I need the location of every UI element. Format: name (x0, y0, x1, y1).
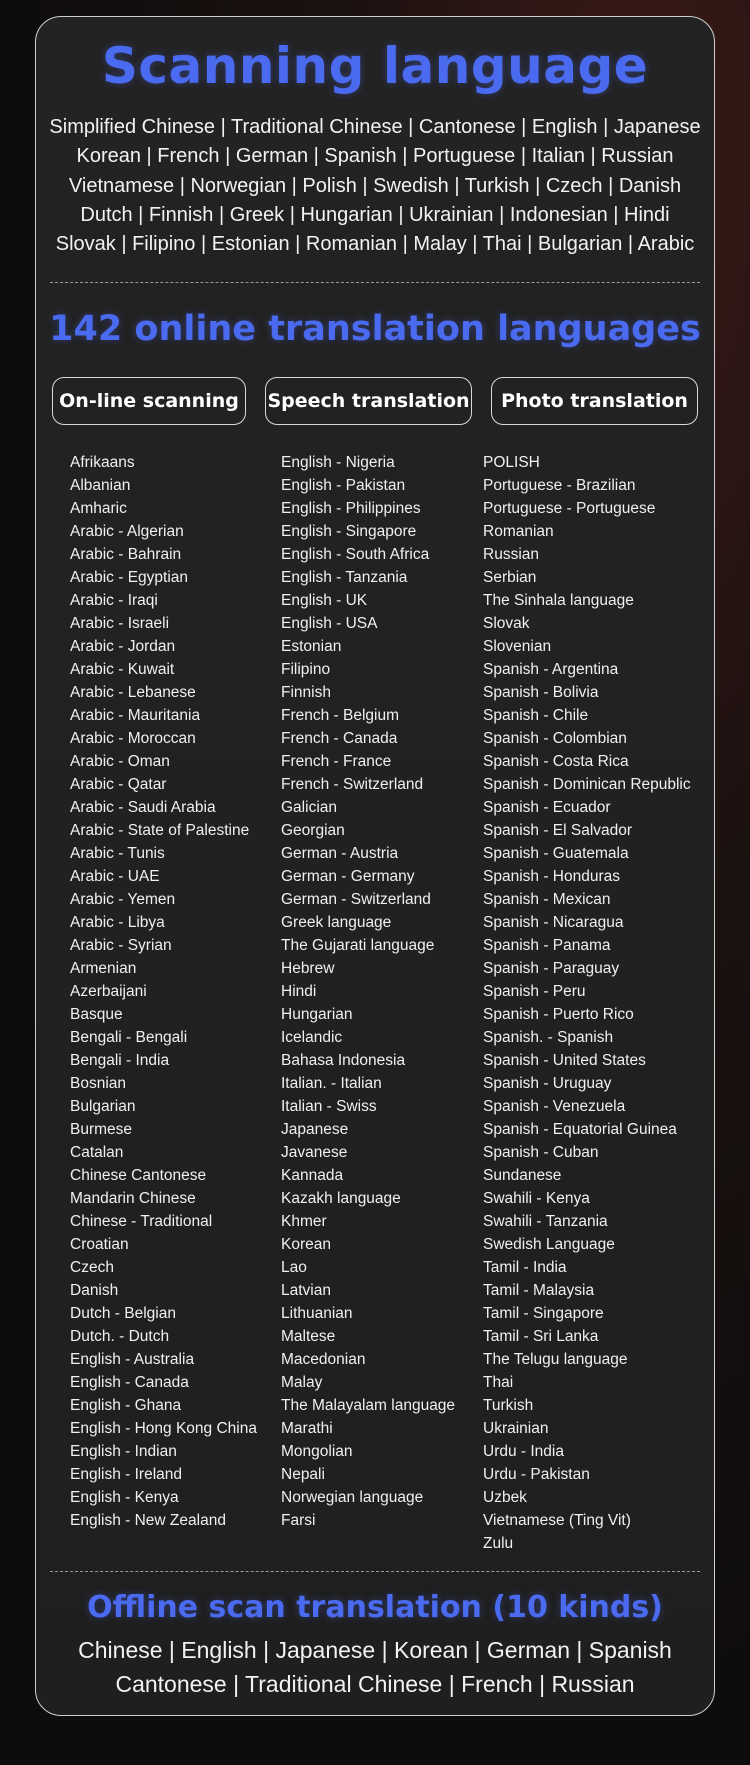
dashed-divider (50, 282, 700, 283)
language-item: Nepali (281, 1466, 325, 1483)
language-item: Hindi (281, 983, 317, 1000)
language-item: Farsi (281, 1512, 316, 1529)
language-item: Galician (281, 799, 337, 816)
language-item: Arabic - Mauritania (70, 707, 201, 724)
language-item: Maltese (281, 1328, 336, 1345)
language-item: The Malayalam language (281, 1397, 456, 1414)
language-item: English - Tanzania (281, 569, 408, 586)
language-item: Spanish - El Salvador (483, 822, 633, 839)
language-item: Tamil - India (483, 1259, 567, 1276)
language-item: Catalan (70, 1144, 124, 1161)
offline-language-line: Cantonese | Traditional Chinese | French | Russian (115, 1671, 635, 1697)
language-item: Arabic - Jordan (70, 638, 176, 655)
language-item: The Gujarati language (281, 937, 435, 954)
language-item: Greek language (281, 914, 392, 931)
language-item: Arabic - Egyptian (70, 569, 189, 586)
language-item: Portuguese - Brazilian (483, 477, 636, 494)
language-item: Basque (70, 1006, 123, 1023)
language-item: Spanish - Nicaragua (483, 914, 624, 931)
language-item: Arabic - Qatar (70, 776, 167, 793)
language-item: Spanish - Cuban (483, 1144, 599, 1161)
language-item: Arabic - Oman (70, 753, 170, 770)
language-item: Spanish - Colombian (483, 730, 627, 747)
language-item: Zulu (483, 1535, 514, 1552)
language-item: Spanish - United States (483, 1052, 646, 1069)
language-item: Bengali - Bengali (70, 1029, 188, 1046)
language-item: Arabic - Syrian (70, 937, 172, 954)
language-item: Spanish. - Spanish (483, 1029, 614, 1046)
language-item: Bahasa Indonesia (281, 1052, 406, 1069)
language-item: Azerbaijani (70, 983, 147, 1000)
language-item: English - Singapore (281, 523, 417, 540)
language-item: Russian (483, 546, 539, 563)
scanning-language-list (36, 113, 714, 259)
language-item: Urdu - Pakistan (483, 1466, 590, 1483)
language-item: Arabic - UAE (70, 868, 160, 885)
language-item: The Sinhala language (483, 592, 634, 609)
language-item: Spanish - Argentina (483, 661, 619, 678)
language-item: Spanish - Paraguay (483, 960, 620, 977)
language-item: Spanish - Venezuela (483, 1098, 626, 1115)
language-item: Swahili - Tanzania (483, 1213, 608, 1230)
offline-language-list (36, 1633, 714, 1701)
offline-language-line: Chinese | English | Japanese | Korean | German | Spanish (78, 1637, 672, 1663)
language-item: Spanish - Dominican Republic (483, 776, 691, 793)
language-item: Arabic - Algerian (70, 523, 184, 540)
language-item: Spanish - Bolivia (483, 684, 599, 701)
language-item: German - Switzerland (281, 891, 431, 908)
language-item: English - Canada (70, 1374, 189, 1391)
language-item: Tamil - Singapore (483, 1305, 604, 1322)
language-item: Amharic (70, 500, 127, 517)
language-item: Finnish (281, 684, 331, 701)
language-item: Dutch - Belgian (70, 1305, 176, 1322)
language-item: Arabic - Lebanese (70, 684, 196, 701)
language-column-2 (281, 451, 455, 1532)
language-item: Arabic - Iraqi (70, 592, 158, 609)
language-item: Albanian (70, 477, 131, 494)
language-item: Khmer (281, 1213, 327, 1230)
scanning-language-line: Simplified Chinese | Traditional Chinese | Cantonese | English | Japanese (49, 116, 701, 138)
language-item: Spanish - Panama (483, 937, 611, 954)
language-item: The Telugu language (483, 1351, 628, 1368)
language-item: Croatian (70, 1236, 129, 1253)
language-item: Romanian (483, 523, 554, 540)
language-item: Korean (281, 1236, 331, 1253)
language-item: Japanese (281, 1121, 349, 1138)
language-item: Swahili - Kenya (483, 1190, 590, 1207)
language-item: Thai (483, 1374, 514, 1391)
language-item: Macedonian (281, 1351, 366, 1368)
language-item: English - Nigeria (281, 454, 395, 471)
language-item: Bosnian (70, 1075, 127, 1092)
scanning-language-title: Scanning language (101, 37, 649, 95)
language-column-3 (483, 451, 691, 1555)
language-item: English - Kenya (70, 1489, 179, 1506)
language-item: Filipino (281, 661, 331, 678)
language-item: Kazakh language (281, 1190, 401, 1207)
language-item: English - Ireland (70, 1466, 183, 1483)
language-item: Burmese (70, 1121, 133, 1138)
language-item: French - France (281, 753, 392, 770)
language-item: English - UK (281, 592, 368, 609)
language-item: English - Australia (70, 1351, 195, 1368)
language-item: Arabic - Bahrain (70, 546, 182, 563)
language-item: English - Hong Kong China (70, 1420, 257, 1437)
language-item: Spanish - Mexican (483, 891, 611, 908)
language-item: Lao (281, 1259, 307, 1276)
photo-translation-button[interactable]: Photo translation (491, 377, 698, 425)
online-scanning-button[interactable]: On-line scanning (52, 377, 246, 425)
language-item: Serbian (483, 569, 537, 586)
language-item: English - USA (281, 615, 378, 632)
speech-translation-button[interactable]: Speech translation (265, 377, 472, 425)
language-item: Kannada (281, 1167, 344, 1184)
language-item: Portuguese - Portuguese (483, 500, 656, 517)
language-item: Turkish (483, 1397, 534, 1414)
language-item: Hungarian (281, 1006, 353, 1023)
language-item: Italian. - Italian (281, 1075, 382, 1092)
language-item: Spanish - Chile (483, 707, 589, 724)
scanning-language-line: Vietnamese | Norwegian | Polish | Swedish | Turkish | Czech | Danish (68, 174, 682, 197)
language-item: Georgian (281, 822, 345, 839)
scanning-language-line: Slovak | Filipino | Estonian | Romanian | Malay | Thai | Bulgarian | Arabic (55, 233, 695, 256)
language-item: Spanish - Puerto Rico (483, 1006, 634, 1023)
language-item: Spanish - Guatemala (483, 845, 629, 862)
language-item: Arabic - Libya (70, 914, 165, 931)
language-item: Slovak (483, 615, 530, 632)
language-item: Uzbek (483, 1489, 527, 1506)
language-item: Arabic - Saudi Arabia (70, 799, 216, 816)
scanning-language-line: Korean | French | German | Spanish | Portuguese | Italian | Russian (76, 145, 674, 168)
language-item: Ukrainian (483, 1420, 549, 1437)
language-item: Spanish - Peru (483, 983, 586, 1000)
online-languages-title: 142 online translation languages (49, 309, 701, 349)
language-item: Afrikaans (70, 454, 135, 471)
language-item: Armenian (70, 960, 137, 977)
language-item: Swedish Language (483, 1236, 615, 1253)
language-item: French - Switzerland (281, 776, 424, 793)
language-item: Danish (70, 1282, 119, 1299)
language-item: Czech (70, 1259, 114, 1276)
language-item: Arabic - Israeli (70, 615, 170, 632)
language-item: Sundanese (483, 1167, 562, 1184)
language-item: French - Canada (281, 730, 398, 747)
language-item: Bulgarian (70, 1098, 136, 1115)
language-item: English - Indian (70, 1443, 177, 1460)
language-item: Javanese (281, 1144, 348, 1161)
language-item: Dutch. - Dutch (70, 1328, 170, 1345)
language-item: English - Pakistan (281, 477, 406, 494)
language-item: French - Belgium (281, 707, 400, 724)
language-item: German - Austria (281, 845, 399, 862)
language-item: Arabic - State of Palestine (70, 822, 250, 839)
language-item: Chinese Cantonese (70, 1167, 207, 1184)
language-item: Spanish - Costa Rica (483, 753, 629, 770)
language-item: Hebrew (281, 960, 335, 977)
language-item: Estonian (281, 638, 342, 655)
language-item: Mongolian (281, 1443, 353, 1460)
dashed-divider (50, 1571, 700, 1572)
language-item: Urdu - India (483, 1443, 564, 1460)
language-item: English - Ghana (70, 1397, 182, 1414)
language-column-1 (70, 451, 257, 1532)
language-item: Arabic - Yemen (70, 891, 176, 908)
language-item: German - Germany (281, 868, 415, 885)
language-item: English - Philippines (281, 500, 421, 517)
language-item: Marathi (281, 1420, 333, 1437)
language-item: Bengali - India (70, 1052, 170, 1069)
language-item: Latvian (281, 1282, 331, 1299)
scanning-language-line: Dutch | Finnish | Greek | Hungarian | Ukrainian | Indonesian | Hindi (80, 203, 670, 226)
language-item: Arabic - Moroccan (70, 730, 196, 747)
language-item: Slovenian (483, 638, 552, 655)
language-item: Spanish - Ecuador (483, 799, 611, 816)
language-item: English - New Zealand (70, 1512, 226, 1529)
language-item: Chinese - Traditional (70, 1213, 213, 1230)
language-item: Icelandic (281, 1029, 343, 1046)
language-item: Spanish - Uruguay (483, 1075, 612, 1092)
language-item: POLISH (483, 454, 540, 471)
language-item: Spanish - Equatorial Guinea (483, 1121, 677, 1138)
language-info-panel (35, 16, 715, 1716)
language-item: Italian - Swiss (281, 1098, 377, 1115)
language-item: Vietnamese (Ting Vit) (483, 1512, 631, 1529)
language-item: Arabic - Kuwait (70, 661, 175, 678)
language-item: Spanish - Honduras (483, 868, 620, 885)
language-item: Tamil - Malaysia (483, 1282, 595, 1299)
language-item: Malay (281, 1374, 323, 1391)
offline-translation-title: Offline scan translation (10 kinds) (87, 1590, 663, 1625)
language-item: Tamil - Sri Lanka (483, 1328, 599, 1345)
language-item: English - South Africa (281, 546, 430, 563)
language-item: Mandarin Chinese (70, 1190, 196, 1207)
language-item: Arabic - Tunis (70, 845, 165, 862)
language-item: Norwegian language (281, 1489, 424, 1506)
language-item: Lithuanian (281, 1305, 353, 1322)
